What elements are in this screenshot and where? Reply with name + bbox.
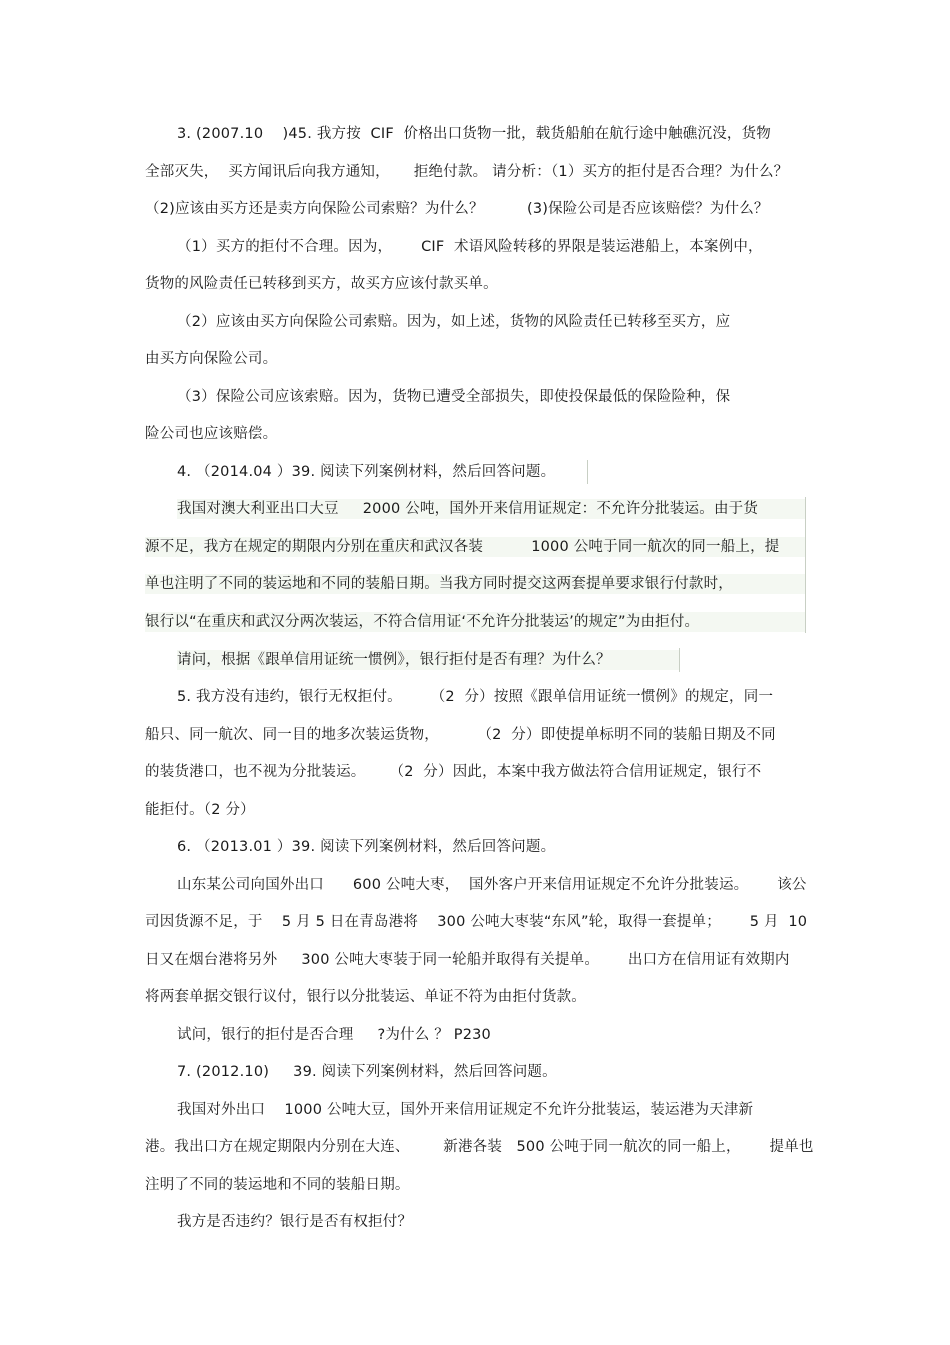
q6-line-1: 山东某公司向国外出口 600 公吨大枣， 国外客户开来信用证规定不允许分批装运。 该公 — [177, 877, 807, 893]
q7-line-3: 注明了不同的装运地和不同的装船日期。 — [145, 1177, 410, 1193]
q6-header: 6. （2013.01 ）39. 阅读下列案例材料，然后回答问题。 — [177, 839, 556, 855]
q7-line-1: 我国对外出口 1000 公吨大豆，国外开来信用证规定不允许分批装运，装运港为天津新 — [177, 1102, 754, 1118]
q4-header-divider — [587, 460, 588, 484]
q3-answer-line-5: （3）保险公司应该索赔。因为，货物已遭受全部损失，即使投保最低的保险险种，保 — [177, 389, 731, 405]
q3-answer-line-2: 货物的风险责任已转移到买方，故买方应该付款买单。 — [145, 276, 498, 292]
q6-line-3: 日又在烟台港将另外 300 公吨大枣装于同一轮船并取得有关提单。 出口方在信用证有效期内 — [145, 952, 790, 968]
q6-line-2: 司因货源不足，于 5 月 5 日在青岛港将 300 公吨大枣装“东风”轮，取得一套提单； 5 月 10 — [145, 914, 808, 930]
q4-header: 4. （2014.04 ）39. 阅读下列案例材料，然后回答问题。 — [177, 464, 556, 480]
q3-answer-line-3: （2）应该由买方向保险公司索赔。因为，如上述，货物的风险责任已转移至买方，应 — [177, 314, 731, 330]
q7-header: 7. (2012.10) 39. 阅读下列案例材料，然后回答问题。 — [177, 1064, 557, 1080]
q4-line-1: 我国对澳大利亚出口大豆 2000 公吨，国外开来信用证规定：不允许分批装运。由于货 — [177, 499, 805, 519]
q3-answer-line-6: 险公司也应该赔偿。 — [145, 426, 278, 442]
q4-case-divider — [805, 497, 806, 633]
q5-line-3: 的装货港口，也不视为分批装运。 （2 分）因此，本案中我方做法符合信用证规定，银行不 — [145, 764, 762, 780]
q5-line-2: 船只、同一航次、同一目的地多次装运货物， （2 分）即使提单标明不同的装船日期及不同 — [145, 727, 776, 743]
q7-line-2: 港。我出口方在规定期限内分别在大连、 新港各装 500 公吨于同一航次的同一船上， 提单也 — [145, 1139, 814, 1155]
q3-line-2: 全部灭失， 买方闻讯后向我方通知， 拒绝付款。 请分析：（1）买方的拒付是否合理？为什么？ — [145, 164, 789, 180]
q3-answer-line-4: 由买方向保险公司。 — [145, 351, 278, 367]
q6-question: 试问，银行的拒付是否合理 ?为什么 ？ P230 — [177, 1027, 491, 1043]
q5-line-4: 能拒付。（2 分） — [145, 802, 255, 818]
q7-question: 我方是否违约？银行是否有权拒付？ — [177, 1214, 413, 1230]
q3-answer-line-1: （1）买方的拒付不合理。因为， CIF 术语风险转移的界限是装运港船上，本案例中， — [177, 239, 763, 255]
q5-line-1: 5. 我方没有违约，银行无权拒付。 （2 分）按照《跟单信用证统一惯例》的规定，同一 — [177, 689, 774, 705]
q4-question: 请问，根据《跟单信用证统一惯例》，银行拒付是否有理？为什么？ — [177, 650, 679, 670]
q4-line-4: 银行以“在重庆和武汉分两次装运，不符合信用证‘不允许分批装运’的规定”为由拒付。 — [145, 612, 805, 632]
q6-line-4: 将两套单据交银行议付，银行以分批装运、单证不符为由拒付货款。 — [145, 989, 586, 1005]
q4-line-3: 单也注明了不同的装运地和不同的装船日期。当我方同时提交这两套提单要求银行付款时， — [145, 574, 805, 594]
q4-line-2: 源不足，我方在规定的期限内分别在重庆和武汉各装 1000 公吨于同一航次的同一船上，提 — [145, 537, 805, 557]
q3-line-3: （2)应该由买方还是卖方向保险公司索赔？为什么？ (3)保险公司是否应该赔偿？为什么？ — [145, 201, 769, 217]
q4-question-divider — [679, 648, 680, 672]
q3-line-1: 3. (2007.10 )45. 我方按 CIF 价格出口货物一批，载货船舶在航行途中触礁沉没，货物 — [177, 126, 771, 142]
